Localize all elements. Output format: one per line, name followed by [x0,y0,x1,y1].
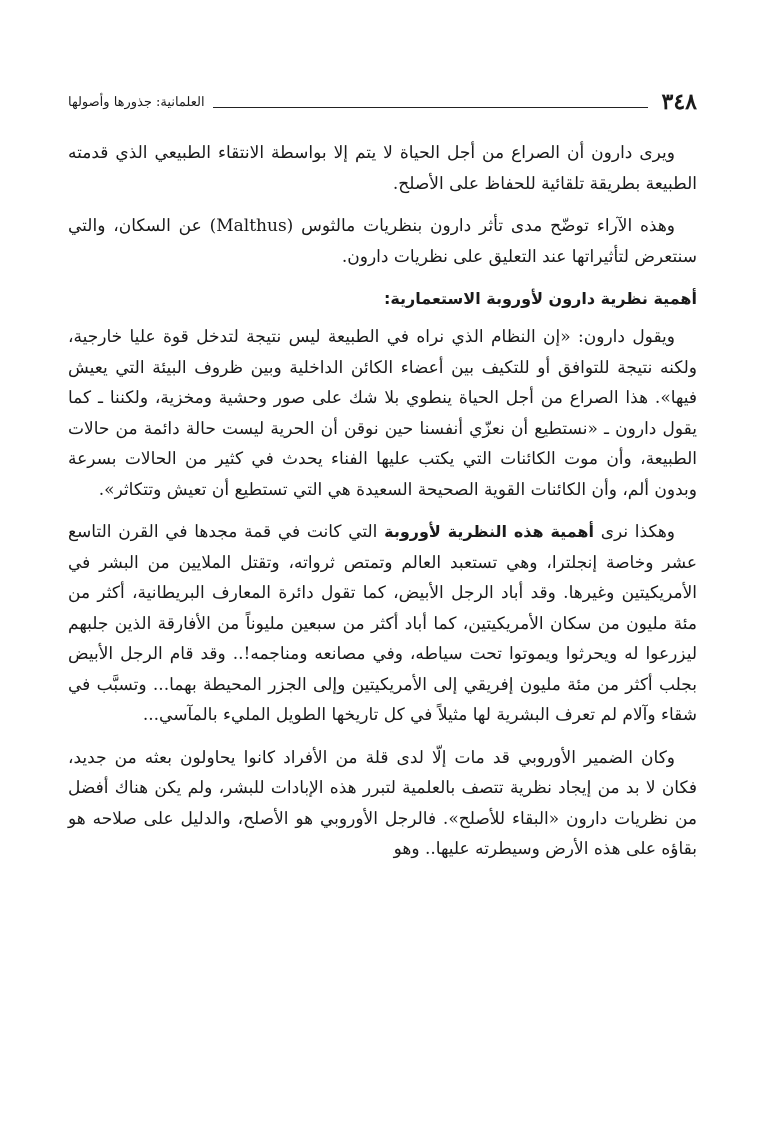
paragraph-4-start: وهكذا نرى [594,522,676,542]
paragraph-4-rest: التي كانت في قمة مجدها في القرن التاسع عشر وخاصة إنجلترا، وهي تستعبد العالم وتمتص ثرواته، وتقتل الملايين من البشر في الأمريكيتين وغيرها. وقد أباد الرجل الأبيض، كما تقول دائرة المعارف البريطانية، أكثر من مئة مليون من سكان الأمريكيتين، كما أباد أكثر من سبعين مليوناً من الأفارقة الذين جلبهم ليزرعوا له ويحرثوا ويموتوا تحت سياطه، وفي مصانعه ومناجمه!.. وقد قام الرجل الأبيض بجلب أكثر من مئة مليون إفريقي إلى الأمريكيتين وإلى الجزر المحيطة بهما... وتسبَّب في شقاء وآلام لم تعرف البشرية لها مثيلاً في كل تاريخها الطويل المليء بالمآسي... [68,522,697,725]
paragraph-4 [68,517,697,731]
page-body [68,138,697,877]
header-rule [213,107,648,108]
running-title: العلمانية: جذورها وأصولها [68,95,205,110]
paragraph-2: وهذه الآراء توضّح مدى تأثر دارون بنظريات مالثوس (Malthus) عن السكان، والتي سنتعرض لتأثيراتها عند التعليق على نظريات دارون. [68,216,697,267]
section-heading: أهمية نظرية دارون لأوروبة الاستعمارية: [383,289,697,308]
paragraph-4-emphasis: أهمية هذه النظرية لأوروبة [384,522,594,541]
page-number: ٣٤٨ [661,89,697,115]
running-head [68,88,697,114]
paragraph-5: وكان الضمير الأوروبي قد مات إلّا لدى قلة من الأفراد كانوا يحاولون بعثه من جديد، فكان لا بد من إيجاد نظرية تتصف بالعلمية لتبرر هذه الإبادات للبشر، ولم يكن هناك أفضل من نظريات دارون «البقاء للأصلح». فالرجل الأوروبي هو الأصلح، والدليل على صلاحه هو بقاؤه على هذه الأرض وسيطرته عليها.. وهو [68,747,697,859]
paragraph-3: ويقول دارون: «إن النظام الذي نراه في الطبيعة ليس نتيجة لتدخل قوة عليا خارجية، ولكنه نتيجة للتوافق أو للتكيف بين أعضاء الكائن الداخلية وبين ظروف البيئة التي يعيش فيها». هذا الصراع من أجل الحياة ينطوي بلا شك على صور وحشية ومخزية، ولكننا ـ كما يقول دارون ـ «نستطيع أن نعزّي أنفسنا حين نوقن أن الحرية ليست حالة دائمة من حالات الطبيعة، وأن موت الكائنات التي يكتب عليها الفناء يحدث في كثير من الحالات بسرعة وبدون ألم، وأن الكائنات القوية الصحيحة السعيدة هي التي تستطيع أن تعيش وتتكاثر». [68,327,697,500]
paragraph-1: ويرى دارون أن الصراع من أجل الحياة لا يتم إلا بواسطة الانتقاء الطبيعي الذي قدمته الطبيعة بطريقة تلقائية للحفاظ على الأصلح. [68,143,697,194]
